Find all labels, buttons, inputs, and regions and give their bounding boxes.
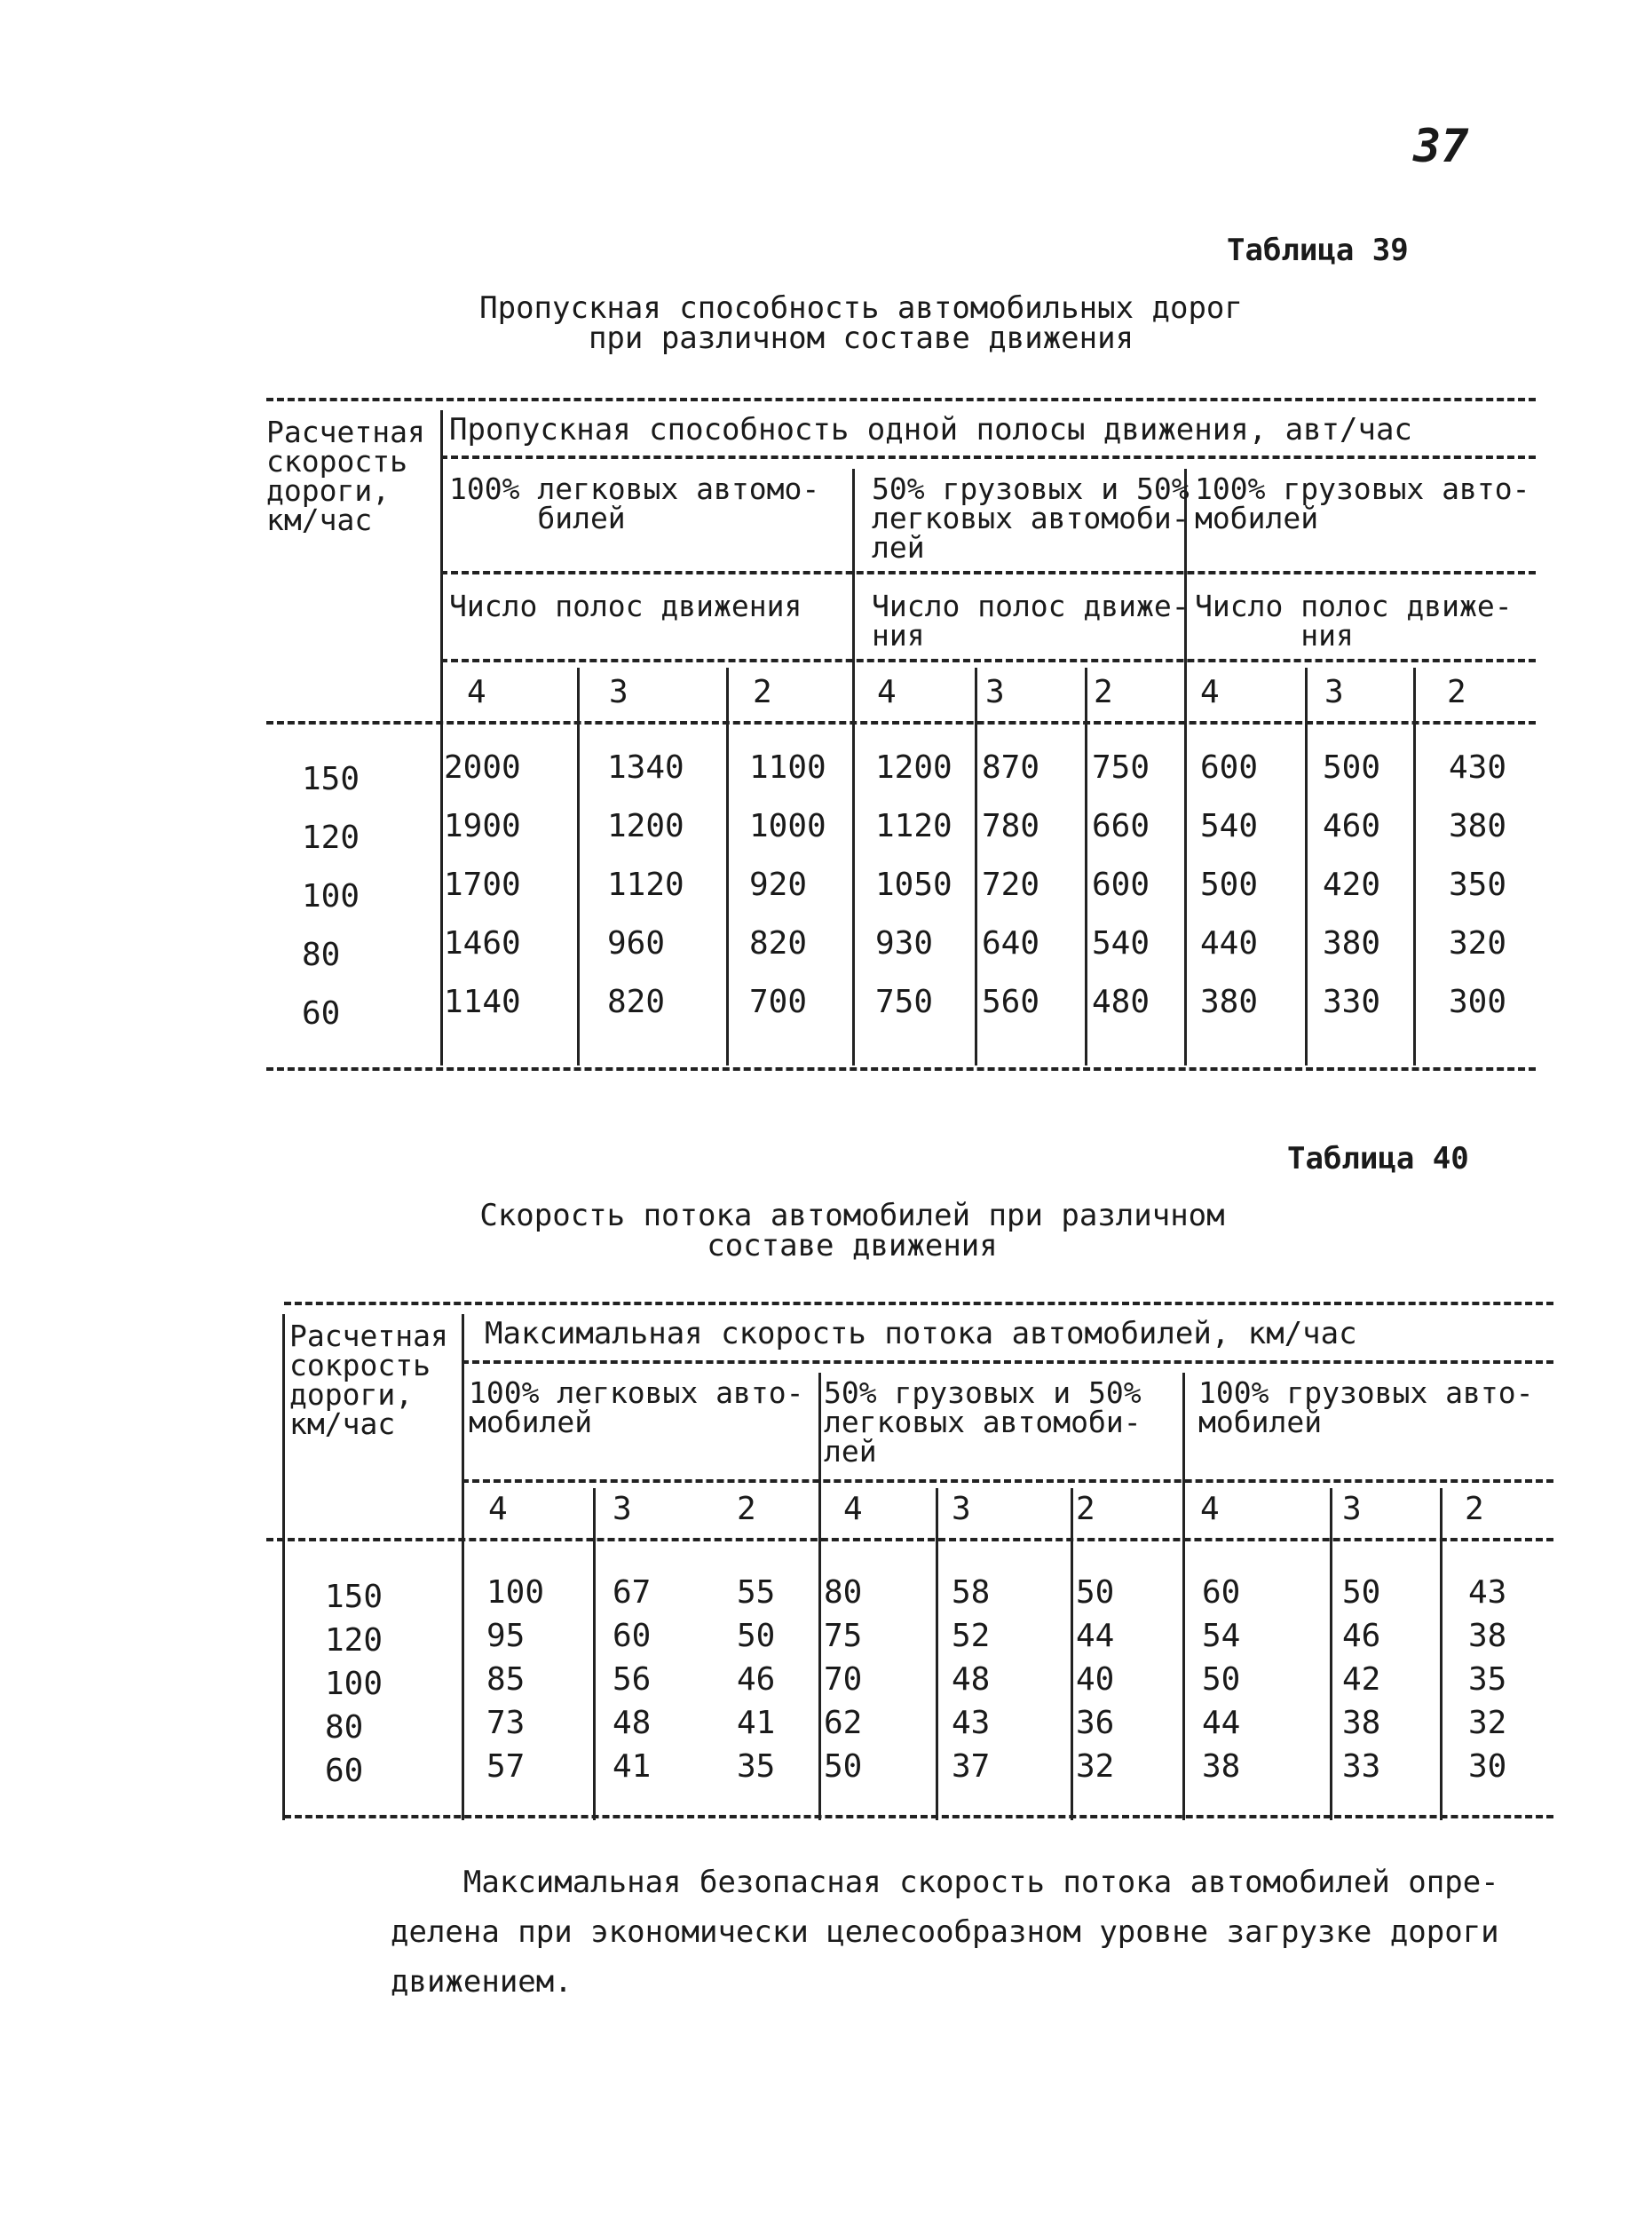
table-cell: 60 — [1202, 1574, 1241, 1611]
table-cell: 85 — [486, 1661, 526, 1698]
lane-count: 3 — [985, 674, 1005, 710]
table-cell: 1120 — [875, 808, 952, 844]
table-cell: 50 — [737, 1618, 776, 1654]
table-cell: 50 — [824, 1748, 863, 1785]
subheader-50-50: 50% грузовых и 50% легковых автомоби- лей — [824, 1375, 1142, 1469]
speed-value: 80 — [302, 937, 341, 973]
table-cell: 50 — [1202, 1661, 1241, 1698]
table-cell: 540 — [1200, 808, 1259, 844]
col-header-speed: Расчетная скорость дороги, км/час — [266, 415, 425, 537]
table-cell: 33 — [1342, 1748, 1381, 1785]
table-cell: 500 — [1323, 749, 1381, 786]
table-cell: 46 — [1342, 1618, 1381, 1654]
lane-count: 3 — [609, 674, 628, 710]
table-cell: 54 — [1202, 1618, 1241, 1654]
table-cell: 60 — [613, 1618, 652, 1654]
lane-count: 2 — [1465, 1491, 1484, 1527]
footnote-paragraph: Максимальная безопасная скорость потока автомобилей опре- делена при экономически целесообразном уровне загрузке дороги движением. — [391, 1865, 1499, 2000]
table-cell: 52 — [952, 1618, 991, 1654]
table-cell: 330 — [1323, 984, 1381, 1020]
lane-count: 4 — [1200, 674, 1220, 710]
table-cell: 1200 — [875, 749, 952, 786]
table-cell: 41 — [737, 1705, 776, 1741]
table-cell: 720 — [982, 867, 1040, 903]
table-cell: 780 — [982, 808, 1040, 844]
table-cell: 460 — [1323, 808, 1381, 844]
table-cell: 700 — [749, 984, 808, 1020]
table-cell: 2000 — [444, 749, 521, 786]
table-cell: 640 — [982, 925, 1040, 962]
table-cell: 80 — [824, 1574, 863, 1611]
table-cell: 36 — [1076, 1705, 1115, 1741]
table-cell: 32 — [1468, 1705, 1507, 1741]
lane-count: 4 — [488, 1491, 508, 1527]
table-cell: 50 — [1076, 1574, 1115, 1611]
speed-value: 150 — [302, 761, 360, 797]
table-cell: 960 — [607, 925, 666, 962]
table-cell: 1120 — [607, 867, 684, 903]
table-cell: 750 — [1092, 749, 1150, 786]
lane-count: 2 — [1076, 1491, 1095, 1527]
table-cell: 55 — [737, 1574, 776, 1611]
table-cell: 380 — [1449, 808, 1507, 844]
lane-count: 3 — [1324, 674, 1344, 710]
table-cell: 56 — [613, 1661, 652, 1698]
table-cell: 820 — [749, 925, 808, 962]
speed-value: 80 — [325, 1709, 364, 1746]
table-cell: 67 — [613, 1574, 652, 1611]
lanes-label-2: Число полос движе- ния — [872, 589, 1190, 653]
lane-count: 3 — [1342, 1491, 1362, 1527]
table-cell: 35 — [1468, 1661, 1507, 1698]
table-cell: 1460 — [444, 925, 521, 962]
lane-count: 3 — [613, 1491, 632, 1527]
table-cell: 50 — [1342, 1574, 1381, 1611]
table-cell: 35 — [737, 1748, 776, 1785]
table-cell: 920 — [749, 867, 808, 903]
table-cell: 38 — [1468, 1618, 1507, 1654]
speed-value: 60 — [325, 1753, 364, 1789]
table-cell: 75 — [824, 1618, 863, 1654]
lanes-label-3: Число полос движе- ния — [1195, 589, 1513, 653]
table-cell: 320 — [1449, 925, 1507, 962]
table-cell: 30 — [1468, 1748, 1507, 1785]
speed-value: 100 — [302, 878, 360, 915]
table-cell: 57 — [486, 1748, 526, 1785]
table-cell: 560 — [982, 984, 1040, 1020]
table-cell: 930 — [875, 925, 934, 962]
lane-count: 4 — [877, 674, 897, 710]
speed-value: 60 — [302, 995, 341, 1032]
table-cell: 43 — [952, 1705, 991, 1741]
table-cell: 600 — [1200, 749, 1259, 786]
subheader-100-cars: 100% легковых автомо- билей — [449, 471, 820, 535]
table-cell: 380 — [1200, 984, 1259, 1020]
page-number: 37 — [1413, 120, 1469, 173]
table-cell: 46 — [737, 1661, 776, 1698]
table-cell: 1900 — [444, 808, 521, 844]
lane-count: 2 — [1094, 674, 1113, 710]
table-cell: 420 — [1323, 867, 1381, 903]
lanes-label-1: Число полос движения — [449, 589, 802, 623]
table-cell: 440 — [1200, 925, 1259, 962]
table-39-label: Таблица 39 — [1227, 233, 1409, 268]
table-cell: 41 — [613, 1748, 652, 1785]
table-cell: 480 — [1092, 984, 1150, 1020]
table-cell: 70 — [824, 1661, 863, 1698]
table-cell: 95 — [486, 1618, 526, 1654]
lane-count: 2 — [1447, 674, 1466, 710]
table-cell: 1100 — [749, 749, 826, 786]
table-cell: 300 — [1449, 984, 1507, 1020]
table-cell: 37 — [952, 1748, 991, 1785]
table-cell: 750 — [875, 984, 934, 1020]
speed-column — [325, 1575, 414, 1793]
lane-count: 4 — [843, 1491, 863, 1527]
table-cell: 73 — [486, 1705, 526, 1741]
table-cell: 38 — [1342, 1705, 1381, 1741]
speed-value: 120 — [325, 1622, 383, 1659]
lane-count: 3 — [952, 1491, 971, 1527]
table-cell: 32 — [1076, 1748, 1115, 1785]
subheader-100-trucks: 100% грузовых авто- мобилей — [1198, 1375, 1534, 1439]
lane-count: 4 — [1200, 1491, 1220, 1527]
speed-value: 150 — [325, 1579, 383, 1615]
subheader-50-50: 50% грузовых и 50% легковых автомоби- лей — [872, 471, 1190, 565]
table-cell: 500 — [1200, 867, 1259, 903]
table-cell: 660 — [1092, 808, 1150, 844]
table-cell: 600 — [1092, 867, 1150, 903]
speed-value: 120 — [302, 820, 360, 856]
lane-count: 4 — [467, 674, 486, 710]
col-header-speed: Расчетная сокрость дороги, км/час — [289, 1319, 448, 1441]
table-cell: 44 — [1202, 1705, 1241, 1741]
table-cell: 820 — [607, 984, 666, 1020]
table-cell: 870 — [982, 749, 1040, 786]
table-cell: 380 — [1323, 925, 1381, 962]
group-header-max-speed: Максимальная скорость потока автомобилей, км/час — [485, 1316, 1357, 1351]
group-header-capacity: Пропускная способность одной полосы движения, авт/час — [449, 412, 1412, 448]
table-cell: 58 — [952, 1574, 991, 1611]
lane-count: 2 — [737, 1491, 756, 1527]
table-cell: 42 — [1342, 1661, 1381, 1698]
subheader-100-cars: 100% легковых авто- мобилей — [469, 1375, 804, 1439]
table-39-caption: Пропускная способность автомобильных дорог при различном составе движения — [479, 290, 1243, 356]
table-cell: 43 — [1468, 1574, 1507, 1611]
table-cell: 100 — [486, 1574, 545, 1611]
table-40-caption: Скорость потока автомобилей при различном составе движения — [479, 1198, 1225, 1263]
table-cell: 1140 — [444, 984, 521, 1020]
lane-count: 2 — [753, 674, 772, 710]
table-cell: 48 — [613, 1705, 652, 1741]
table-cell: 540 — [1092, 925, 1150, 962]
speed-value: 100 — [325, 1666, 383, 1702]
table-cell: 1000 — [749, 808, 826, 844]
table-cell: 40 — [1076, 1661, 1115, 1698]
table-cell: 430 — [1449, 749, 1507, 786]
table-cell: 1340 — [607, 749, 684, 786]
table-cell: 1050 — [875, 867, 952, 903]
table-cell: 350 — [1449, 867, 1507, 903]
table-cell: 48 — [952, 1661, 991, 1698]
table-cell: 38 — [1202, 1748, 1241, 1785]
table-cell: 62 — [824, 1705, 863, 1741]
subheader-100-trucks: 100% грузовых авто- мобилей — [1195, 471, 1530, 535]
table-40-label: Таблица 40 — [1287, 1141, 1469, 1176]
table-cell: 1700 — [444, 867, 521, 903]
table-cell: 44 — [1076, 1618, 1115, 1654]
table-cell: 1200 — [607, 808, 684, 844]
